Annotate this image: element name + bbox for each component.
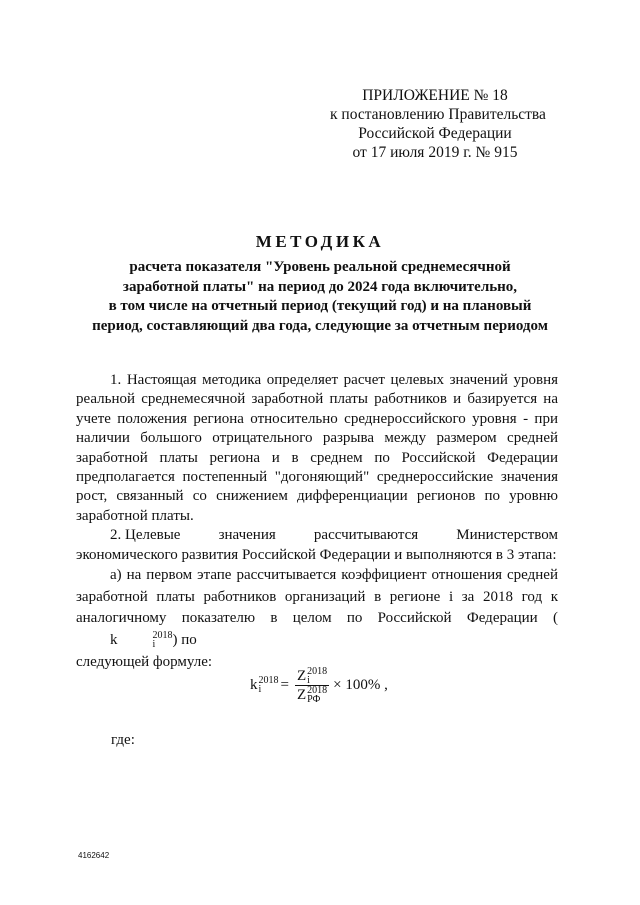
paragraph-3-last: следующей формуле: (76, 654, 213, 671)
document-body (76, 371, 558, 672)
p2-word-3: рассчитываются (313, 527, 419, 544)
p3-tail: ) по (172, 631, 197, 648)
formula-num-sub: i (307, 674, 310, 686)
formula-num-letter: Z (296, 667, 307, 684)
p2-word-2: значения (218, 527, 276, 544)
where-label: где: (111, 732, 135, 748)
p3-coefficient (76, 630, 173, 652)
formula-den-sub: РФ (307, 693, 321, 705)
paragraph-1: 1. Настоящая методика определяет расчет целевых значений уровня реальной среднемесячной заработной платы работников и базируется на учете положения региона относительно среднероссийского уровня - при наличии большого отрицательного разрыва между размером средней заработной платы региона и в среднем по Российской Федерации предполагается постепенный "догоняющий" среднероссийские значения рост, связанный со снижением дифференциации регионов по уровню заработной платы. (76, 372, 558, 524)
p2-word-1: 2. Целевые (110, 527, 181, 544)
paragraph-3 (76, 565, 558, 651)
formula-fraction (295, 667, 329, 704)
formula-k-sup: 2018 (258, 675, 279, 686)
appendix-header (330, 86, 546, 162)
subtitle-line-3: в том числе на отчетный период (текущий год) и на плановый (108, 298, 532, 314)
formula-numerator (295, 667, 329, 685)
formula-k-sub: i (258, 684, 262, 695)
formula-k (250, 676, 279, 694)
formula-equals: = (280, 676, 289, 693)
formula-k-letter: k (250, 676, 258, 693)
document-title: МЕТОДИКА (255, 232, 385, 251)
subtitle-line-1: расчета показателя "Уровень реальной среднемесячной (129, 259, 511, 275)
p3-k: k (110, 631, 118, 648)
formula-num-sup: 2018 (307, 665, 328, 677)
document-id: 4162642 (78, 851, 110, 860)
formula (250, 660, 450, 710)
appendix-date: от 17 июля 2019 г. № 915 (352, 144, 518, 161)
appendix-government: Российской Федерации (358, 125, 512, 142)
p3-k-sub: i (152, 639, 156, 651)
p3-text: а) на первом этапе рассчитывается коэффициент отношения средней заработной платы работников организаций в регионе i за 2018 год к аналогичному показателю в целом по Российской Федерации ( (76, 567, 558, 627)
appendix-number: ПРИЛОЖЕНИЕ № 18 (362, 87, 508, 104)
document-subtitle (60, 258, 580, 336)
formula-rest: × 100% , (333, 676, 388, 693)
p2-word-4: Министерством (456, 527, 558, 544)
formula-den-letter: Z (296, 686, 307, 703)
appendix-decree: к постановлению Правительства (330, 106, 546, 123)
p3-k-sup: 2018 (152, 630, 173, 642)
formula-den-sup: 2018 (307, 684, 328, 696)
formula-denominator (295, 686, 329, 704)
subtitle-line-4: период, составляющий два года, следующие за отчетным периодом (92, 317, 548, 334)
subtitle-line-2: заработной платы" на период до 2024 года включительно, (122, 278, 518, 295)
paragraph-2-line-1 (76, 526, 558, 545)
paragraph-2-line-2: экономического развития Российской Федерации и выполняются в 3 этапа: (76, 546, 557, 563)
